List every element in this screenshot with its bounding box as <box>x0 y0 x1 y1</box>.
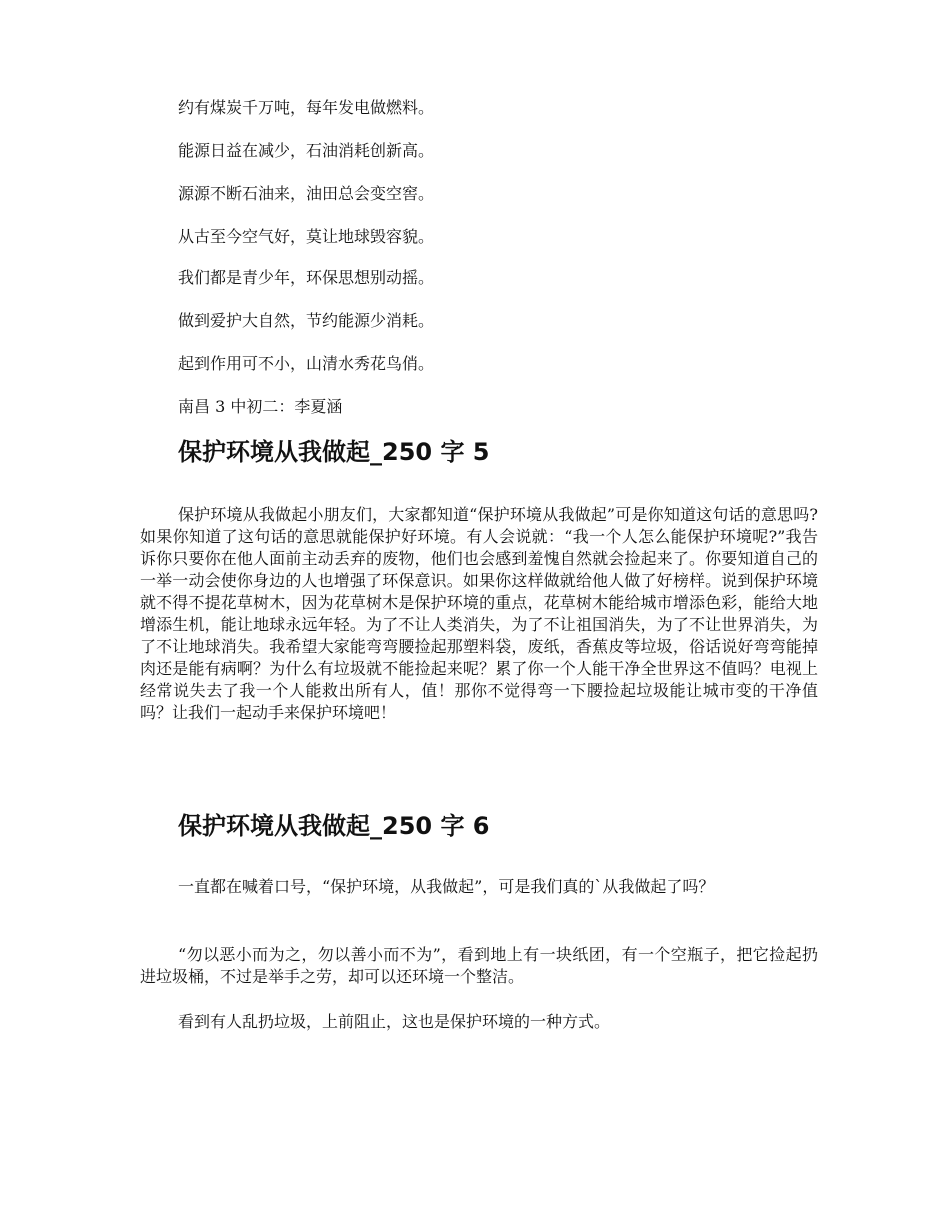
poem-author: 南昌 3 中初二：李夏涵 <box>178 397 343 416</box>
section-6-paragraph: 看到有人乱扔垃圾，上前阻止，这也是保护环境的一种方式。 <box>178 1012 611 1031</box>
poem-line: 我们都是青少年，环保思想别动摇。 <box>178 268 435 287</box>
poem-line: 约有煤炭千万吨，每年发电做燃料。 <box>178 98 435 117</box>
section-heading-6: 保护环境从我做起_250 字 6 <box>178 812 490 840</box>
poem-line: 能源日益在减少，石油消耗创新高。 <box>178 141 435 160</box>
section-5-paragraph: 保护环境从我做起小朋友们，大家都知道“保护环境从我做起”可是你知道这句话的意思吗?如果你知道了这句话的意思就能保护好环境。有人会说就：“我一个人怎么能保护环境呢?”我告诉你只要你在他人面前主动丢弃的废物，他们也会感到羞愧自然就会捡起来了。你要知道自己的一举一动会使你身边的人也增强了环保意识。如果你这样做就给他人做了好榜样。说到保护环境就不得不提花草树木，因为花草树木是保护环境的重点，花草树木能给城市增添色彩，能给大地增添生机，能让地球永远年轻。为了不让人类消失，为了不让祖国消失，为了不让世界消失，为了不让地球消失。我希望大家能弯弯腰捡起那塑料袋，废纸，香蕉皮等垃圾，俗话说好弯弯能掉肉还是能有病啊？为什么有垃圾就不能捡起来呢？累了你一个人能干净全世界这不值吗？电视上经常说失去了我一个人能救出所有人，值！那你不觉得弯一下腰捡起垃圾能让城市变的干净值吗？让我们一起动手来保护环境吧！ <box>140 505 818 722</box>
section-heading-5: 保护环境从我做起_250 字 5 <box>178 438 490 466</box>
poem-line: 做到爱护大自然，节约能源少消耗。 <box>178 311 435 330</box>
poem-line: 源源不断石油来，油田总会变空窖。 <box>178 184 435 203</box>
section-6-paragraph: “勿以恶小而为之，勿以善小而不为”，看到地上有一块纸团，有一个空瓶子，把它捡起扔进垃圾桶，不过是举手之劳，却可以还环境一个整洁。 <box>140 945 818 986</box>
poem-line: 起到作用可不小，山清水秀花鸟俏。 <box>178 354 435 373</box>
section-6-paragraph: 一直都在喊着口号，“保护环境，从我做起”，可是我们真的`从我做起了吗？ <box>178 877 715 896</box>
poem-line: 从古至今空气好，莫让地球毁容貌。 <box>178 227 435 246</box>
